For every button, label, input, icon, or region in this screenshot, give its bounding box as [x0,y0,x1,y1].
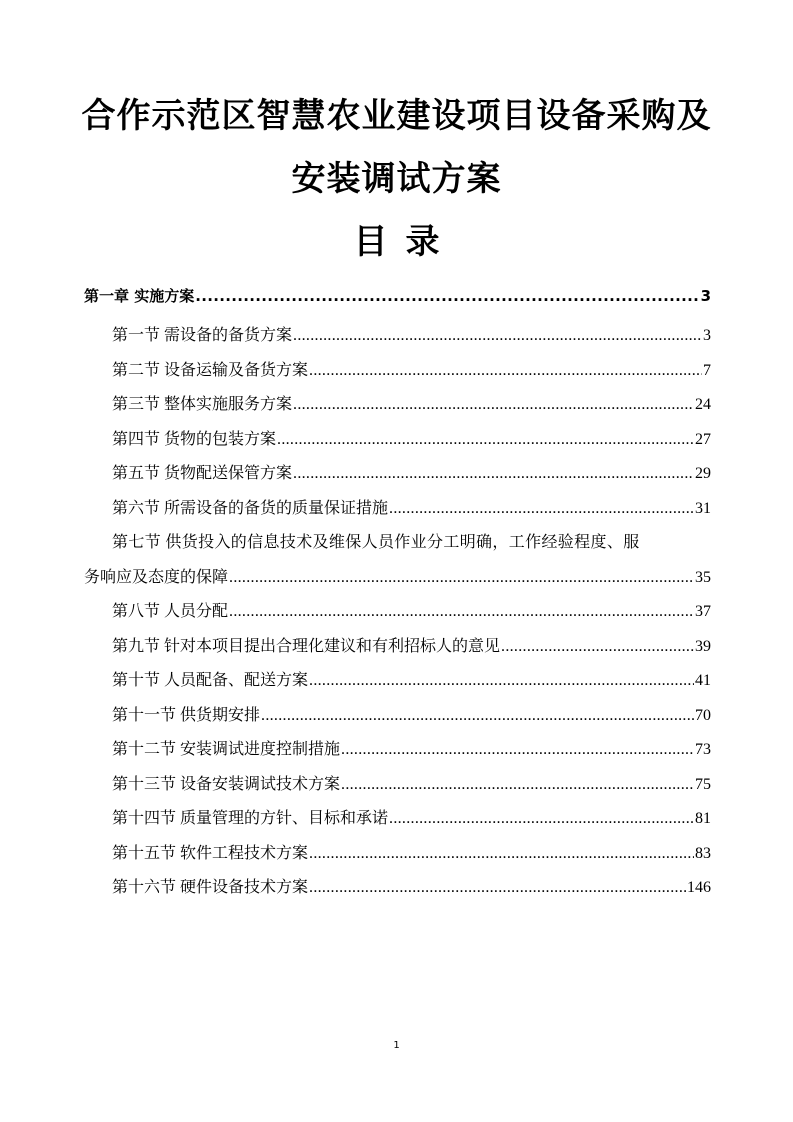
toc-entry-label: 第十六节 硬件设备技术方案 [112,879,309,896]
toc-entry-page: 31 [695,499,711,517]
toc-entry-label: 务响应及态度的保障 [84,568,229,586]
toc-entry-page: 7 [703,361,711,379]
document-title-line2: 安装调试方案 [291,159,502,199]
toc-section[interactable] [84,842,711,877]
toc-entry-page: 35 [695,568,711,586]
toc-dot-leader [389,497,694,521]
toc-heading-char: 目 [353,222,388,262]
toc-dot-leader [195,284,699,308]
toc-section[interactable] [84,359,711,394]
toc-dot-leader [341,738,694,762]
toc-entry-label: 第十三节 设备安装调试技术方案 [112,775,341,793]
toc-entry-page: 81 [695,810,711,827]
toc-dot-leader [229,566,694,590]
toc-section[interactable] [84,738,711,773]
toc-heading-char: 录 [405,222,440,262]
toc-dot-leader [261,704,694,728]
toc-dot-leader [293,462,694,486]
toc-section[interactable] [84,600,711,635]
toc-section[interactable] [84,876,711,911]
toc-entry-label: 第九节 针对本项目提出合理化建议和有利招标人的意见 [112,637,501,655]
toc-dot-leader [341,773,694,797]
toc-entry-page: 146 [687,879,711,896]
toc-entry-page: 29 [695,465,711,482]
toc-entry-label: 第十节 人员配备、配送方案 [112,672,309,689]
toc-section[interactable] [84,635,711,670]
toc-entry-label: 第十一节 供货期安排 [112,706,261,724]
toc-section[interactable] [84,704,711,739]
toc-entry-page: 39 [695,637,711,655]
toc-entry-label: 第三节 整体实施服务方案 [112,396,293,413]
toc-section[interactable] [84,497,711,532]
toc-entry-page: 70 [695,706,711,724]
toc-entry-label: 第二节 设备运输及备货方案 [112,361,309,379]
toc-section[interactable] [84,393,711,428]
toc-entry-label: 第五节 货物配送保管方案 [112,465,293,482]
toc-entry-page: 83 [695,844,711,862]
toc-dot-leader [501,635,694,659]
toc-chapter-1[interactable] [84,284,711,324]
toc-section-wrapped-line[interactable]: 第七节 供货投入的信息技术及维保人员作业分工明确，工作经验程度、服 [112,534,640,551]
toc-entry-page: 3 [703,327,711,344]
toc-dot-leader [293,324,702,348]
toc-entry-label: 第六节 所需设备的备货的质量保证措施 [112,499,389,517]
toc-entry-page: 3 [700,287,711,305]
toc-section[interactable] [84,566,711,601]
toc-dot-leader [293,393,694,417]
toc-dot-leader [309,842,694,866]
toc-dot-leader [229,600,694,624]
toc-section[interactable] [84,669,711,704]
toc-section[interactable] [84,428,711,463]
toc-dot-leader [309,876,686,900]
toc-entry-page: 75 [695,775,711,793]
toc-heading [0,218,793,266]
document-title-line1: 合作示范区智慧农业建设项目设备采购及 [81,96,712,136]
toc-entry-page: 73 [695,741,711,758]
toc-entry-label: 第四节 货物的包装方案 [112,430,277,448]
toc-entry-label: 第十五节 软件工程技术方案 [112,844,309,862]
toc-entry-label: 第十四节 质量管理的方针、目标和承诺 [112,810,389,827]
toc-entry-label: 第十二节 安装调试进度控制措施 [112,741,341,758]
toc-entry-label: 第八节 人员分配 [112,603,229,620]
toc-dot-leader [277,428,694,452]
toc-section[interactable] [84,773,711,808]
toc-entry-page: 41 [695,672,711,689]
page-number: 1 [393,1040,400,1051]
toc-dot-leader [309,669,694,693]
toc-section[interactable] [84,324,711,359]
toc-dot-leader [309,359,702,383]
toc-entry-page: 27 [695,430,711,448]
toc-section[interactable] [84,462,711,497]
toc-entry-label: 第一节 需设备的备货方案 [112,327,293,344]
toc-entry-page: 37 [695,603,711,620]
toc-dot-leader [389,807,694,831]
toc-entry-page: 24 [695,396,711,413]
toc-entry-label: 第一章 实施方案 [84,287,195,305]
toc-section[interactable] [84,807,711,842]
table-of-contents [84,284,711,911]
